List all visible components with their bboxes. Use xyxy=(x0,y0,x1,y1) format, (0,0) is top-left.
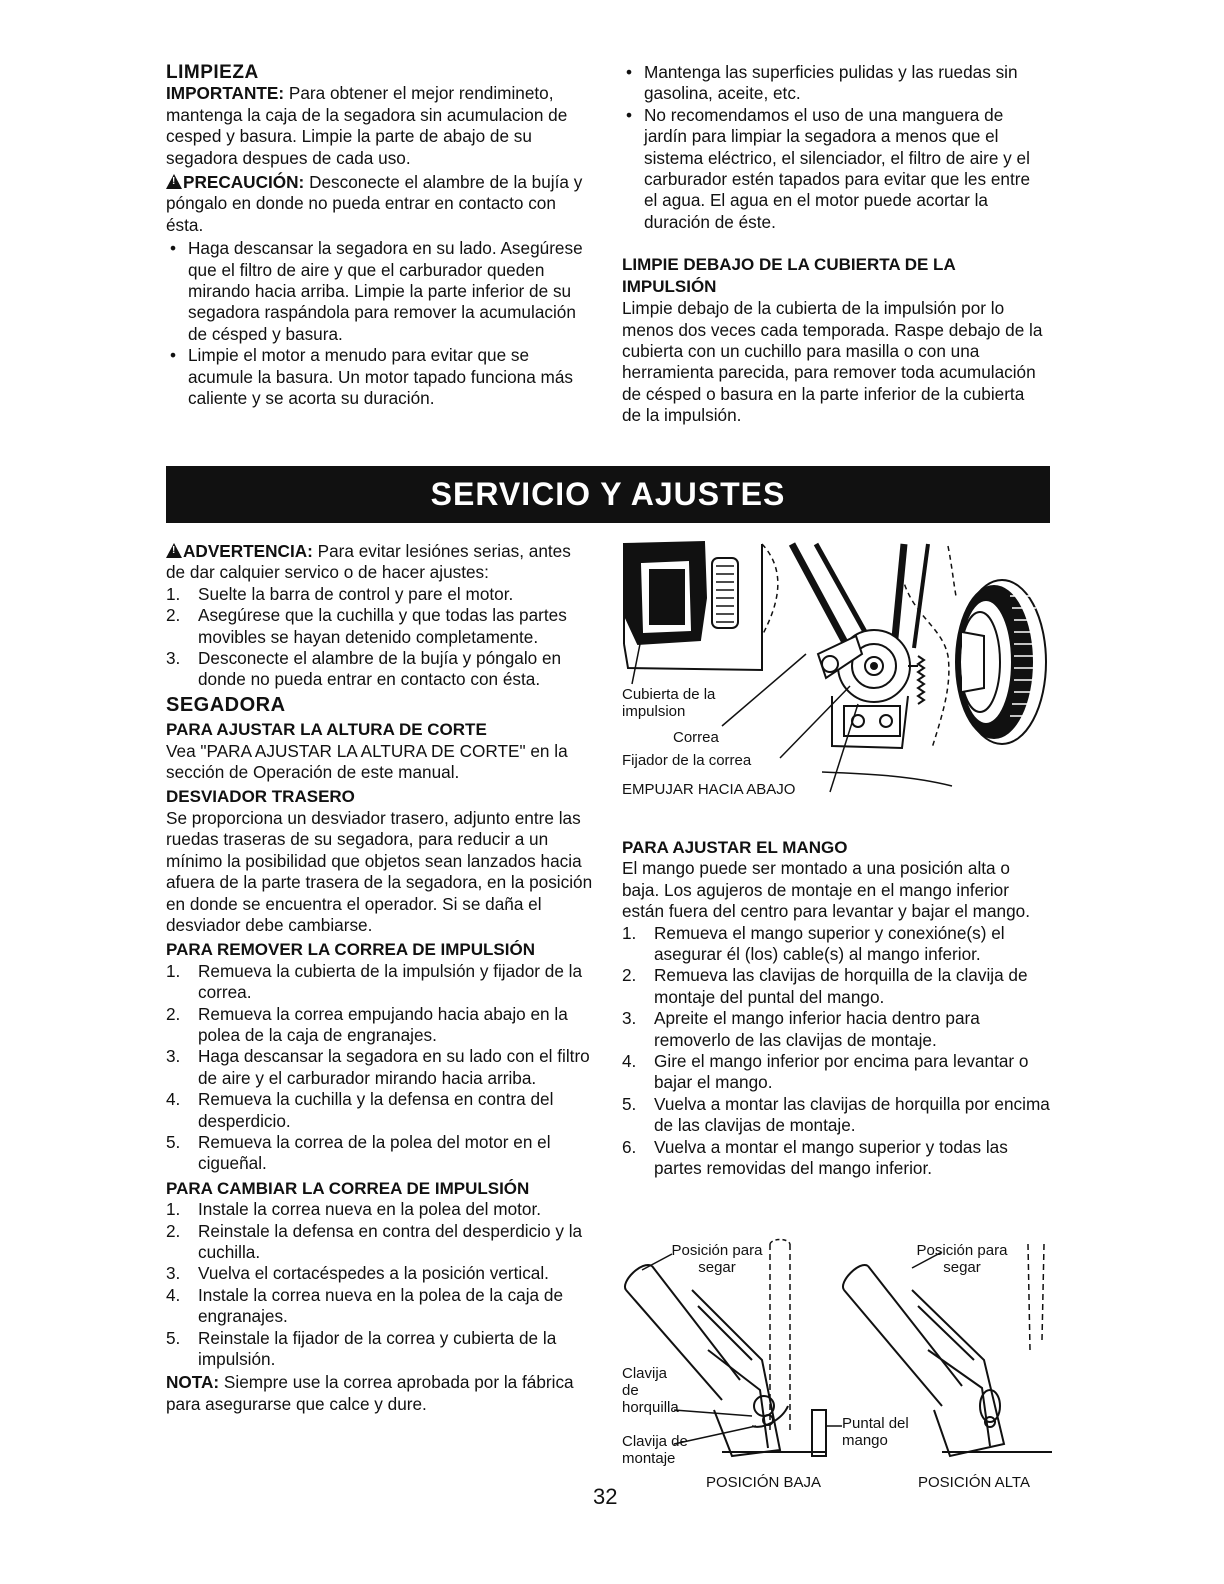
cleaning-continued xyxy=(622,62,1044,427)
list-item: 4. Remueva la cuchilla y la defensa en contra del desperdicio. xyxy=(166,1089,554,1131)
deflector-text: Se proporciona un desviador trasero, adjunto entre las ruedas traseras de su segadora, para reducir a un mínimo la posibilidad que objetos sean lanzados hacia afuera de la parte trasera de la segadora, en la posición en donde se encuentra el operador. Si se daña el desviador debe cambiarse. xyxy=(166,807,593,935)
list-item: 5. Remueva la correa de la polea del motor en el cigueñal. xyxy=(166,1131,551,1174)
remove-belt-heading: PARA REMOVER LA CORREA DE IMPULSIÓN xyxy=(166,940,535,960)
warning-steps xyxy=(166,584,594,691)
list-item: 5. Reinstale la fijador de la correa y cubierta de la impulsión. xyxy=(166,1327,557,1370)
list-item: 3. Apreite el mango inferior hacia dentro para removerlo de las clavijas de montaje. xyxy=(622,1008,980,1050)
section-banner: SERVICIO Y AJUSTES xyxy=(166,466,1050,523)
cleaning-bullets xyxy=(166,238,594,409)
label-handle-strut: Puntal del mango xyxy=(842,1415,909,1449)
label-hairpin-clip: Clavija de horquilla xyxy=(622,1365,679,1416)
deflector-heading: DESVIADOR TRASERO xyxy=(166,787,355,807)
list-item: 3. Desconecte el alambre de la bujía y póngalo en donde no pueda entrar en contacto con ésta. xyxy=(166,648,562,690)
cut-height-text: Vea "PARA AJUSTAR LA ALTURA DE CORTE" en la sección de Operación de este manual. xyxy=(166,740,568,783)
label-mounting-pin: Clavija de montaje xyxy=(622,1433,688,1467)
warning-text: Para evitar lesiónes serias, antes de dar calquier servico o de hacer ajustes: xyxy=(166,541,571,583)
list-item: 2. Remueva las clavijas de horquilla de la clavija de montaje del puntal del mango. xyxy=(622,965,1028,1007)
handle-steps xyxy=(622,923,1050,1180)
list-item: 1. Instale la correa nueva en la polea del motor. xyxy=(166,1199,542,1220)
list-item: 5. Vuelva a montar las clavijas de horquilla por encima de las clavijas de montaje. xyxy=(622,1093,1050,1136)
caption-low-position: POSICIÓN BAJA xyxy=(706,1474,822,1491)
caption-high-position: POSICIÓN ALTA xyxy=(918,1474,1030,1491)
remove-belt-steps xyxy=(166,961,594,1175)
cut-height-heading: PARA AJUSTAR LA ALTURA DE CORTE xyxy=(166,720,487,740)
label-push-down: EMPUJAR HACIA ABAJO xyxy=(622,781,796,798)
mower-heading: SEGADORA xyxy=(166,693,286,716)
list-item: 4. Gire el mango inferior por encima para levantar o bajar el mango. xyxy=(622,1051,1029,1093)
list-item: 2. Reinstale la defensa en contra del desperdicio y la cuchilla. xyxy=(166,1220,583,1262)
list-item: 2. Remueva la correa empujando hacia abajo en la polea de la caja de engranajes. xyxy=(166,1003,568,1045)
list-item: 4. Instale la correa nueva en la polea de la caja de engranajes. xyxy=(166,1284,564,1327)
list-item: 1. Remueva el mango superior y conexióne(s) el asegurar él (los) cable(s) al mango inferior. xyxy=(622,922,1005,965)
label-belt-keeper: Fijador de la correa xyxy=(622,752,752,769)
warning-triangle-icon xyxy=(166,543,182,558)
label-drive-cover: Cubierta de la impulsion xyxy=(622,686,716,720)
caution-label: PRECAUCIÓN: xyxy=(183,172,305,193)
list-item: • Haga descansar la segadora en su lado. Asegúrese que el filtro de aire y que el carburador queden mirando hacia arriba. Limpie la parte inferior de su segadora raspándola para remover la acumulación de césped y basura. xyxy=(166,238,594,345)
note-text: Siempre use la correa aprobada por la fábrica para asegurarse que calce y dure. xyxy=(166,1372,574,1414)
important-label: IMPORTANTE: xyxy=(166,83,285,104)
handle-heading: PARA AJUSTAR EL MANGO xyxy=(622,838,848,857)
label-mowing-position-right: Posición para segar xyxy=(916,1242,1008,1276)
caution-text: Desconecte el alambre de la bujía y póngalo en donde no pueda entrar en contacto con ésta. xyxy=(166,172,583,235)
caution-paragraph xyxy=(166,172,594,236)
change-belt-heading: PARA CAMBIAR LA CORREA DE IMPULSIÓN xyxy=(166,1178,530,1198)
handle-text: El mango puede ser montado a una posición alta o baja. Los agujeros de montaje en el mango inferior están fuera del centro para levantar y bajar el mango. xyxy=(622,858,1030,922)
note-label: NOTA: xyxy=(166,1372,220,1393)
important-paragraph xyxy=(166,83,594,169)
handle-section xyxy=(622,837,1050,1180)
list-item: 3. Haga descansar la segadora en su lado con el filtro de aire y el carburador mirando hacia arriba. xyxy=(166,1046,590,1088)
list-item: 2. Asegúrese que la cuchilla y que todas las partes movibles se hayan detenido completamente. xyxy=(166,605,567,647)
change-belt-steps xyxy=(166,1199,594,1370)
care-bullets xyxy=(622,62,1044,233)
page-number: 32 xyxy=(593,1484,618,1509)
list-item: • Mantenga las superficies pulidas y las ruedas sin gasolina, aceite, etc. xyxy=(622,62,1044,105)
warning-label: ADVERTENCIA: xyxy=(183,541,313,561)
label-mowing-position-left: Posición para segar xyxy=(671,1242,763,1276)
cleaning-section xyxy=(166,62,594,410)
list-item: • Limpie el motor a menudo para evitar que se acumule la basura. Un motor tapado funciona más caliente y se acorta su duración. xyxy=(166,345,594,409)
list-item: 6. Vuelva a montar el mango superior y todas las partes removidas del mango inferior. xyxy=(622,1136,1008,1179)
deck-cleaning-heading: LIMPIE DEBAJO DE LA CUBIERTA DE LA IMPULSIÓN xyxy=(622,255,956,297)
service-left-column xyxy=(166,541,594,1415)
list-item: 1. Remueva la cubierta de la impulsión y fijador de la correa. xyxy=(166,960,583,1003)
warning-triangle-icon xyxy=(166,174,182,189)
deck-cleaning-text: Limpie debajo de la cubierta de la impulsión por lo menos dos veces cada temporada. Raspe debajo de la cubierta con un cuchillo para masilla o con una herramienta parecida, para remover toda acumulación de césped o basura en la parte inferior de la cubierta de la impulsión. xyxy=(622,298,1043,426)
cleaning-heading: LIMPIEZA xyxy=(166,62,259,83)
label-belt: Correa xyxy=(673,729,719,746)
list-item: • No recomendamos el uso de una manguera de jardín para limpiar la segadora a menos que el sistema eléctrico, el silenciador, el filtro de aire y el carburador estén tapados para evitar que les entre el agua. El agua en el motor puede acortar la duración de éste. xyxy=(622,105,1044,233)
warning-paragraph xyxy=(166,541,594,584)
important-text: Para obtener el mejor rendimineto, mantenga la caja de la segadora sin acumulacion de cesped y basura. Limpie la parte de abajo de su segadora despues de cada uso. xyxy=(166,83,568,168)
note-paragraph xyxy=(166,1372,594,1415)
list-item: 1. Suelte la barra de control y pare el motor. xyxy=(166,583,514,604)
list-item: 3. Vuelva el cortacéspedes a la posición vertical. xyxy=(166,1263,549,1284)
